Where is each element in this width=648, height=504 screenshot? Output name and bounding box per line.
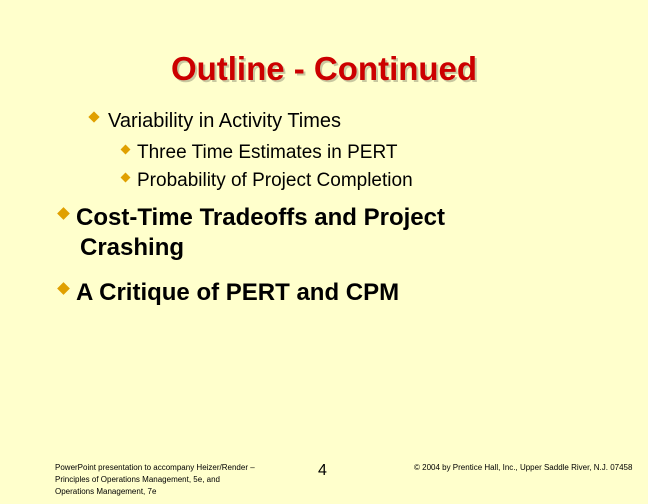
slide-title: Outline - Continued (170, 50, 478, 87)
bullet-variability (88, 107, 341, 133)
diamond-bullet-icon (56, 201, 72, 225)
footer-copyright-right: © 2004 by Prentice Hall, Inc., Upper Saddle River, N.J. 07458 (414, 463, 633, 472)
bullet-text: Probability of Project Completion (137, 170, 413, 191)
diamond-bullet-icon (120, 168, 133, 186)
page-number: 4 (318, 462, 327, 479)
footer-copyright-left: PowerPoint presentation to accompany Heizer/Render – Principles of Operations Management, 5e, and Operations Management, 7e (55, 463, 255, 496)
diamond-bullet-icon (88, 107, 104, 127)
bullet-text: Three Time Estimates in PERT (137, 142, 398, 163)
bullet-probability (120, 168, 413, 192)
bullet-text: A Critique of PERT and CPM (76, 279, 400, 306)
bullet-cost-time-tradeoffs (56, 201, 445, 232)
bullet-critique (56, 276, 399, 307)
diamond-bullet-icon (56, 276, 72, 300)
bullet-text: Variability in Activity Times (108, 110, 342, 132)
diamond-bullet-icon (120, 140, 133, 158)
bullet-three-time-estimates (120, 140, 397, 164)
bullet-cost-time-continuation: Crashing (80, 234, 185, 261)
bullet-text: Cost-Time Tradeoffs and Project (76, 204, 445, 231)
